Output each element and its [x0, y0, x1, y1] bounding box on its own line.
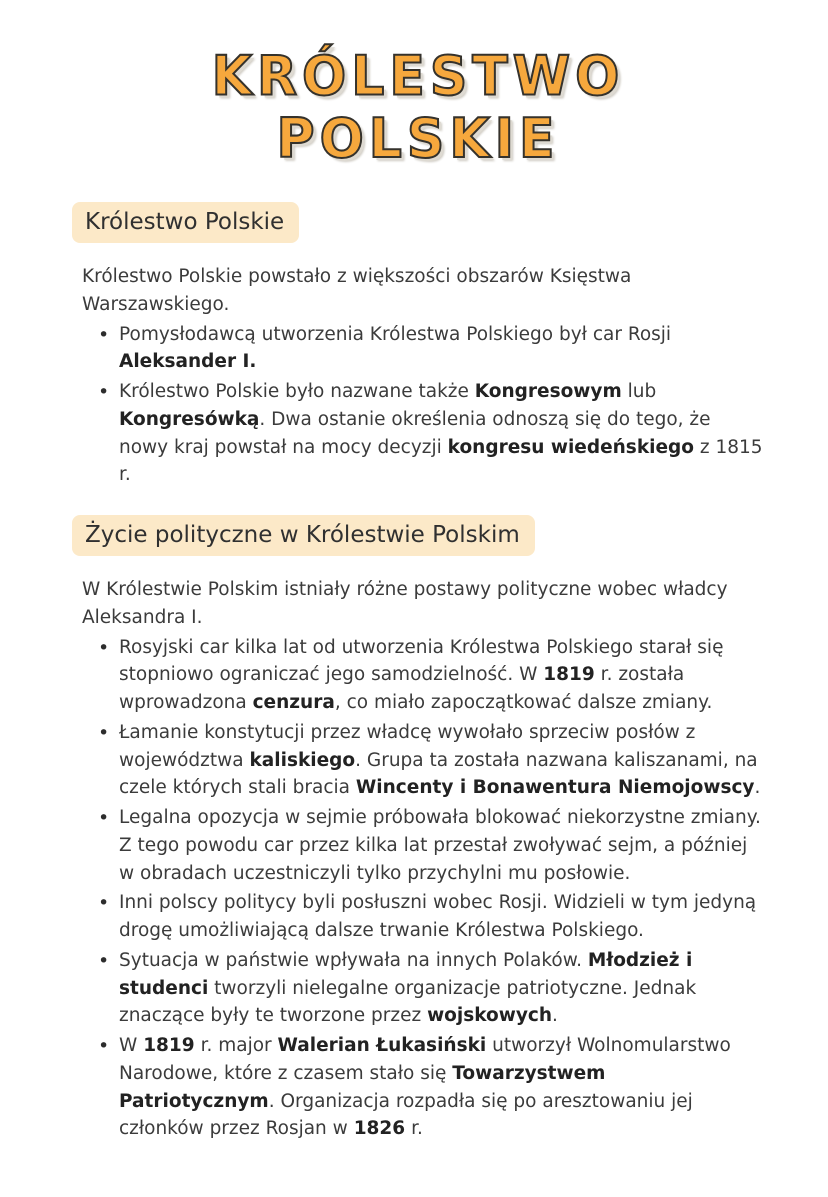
- text-run: .: [552, 1005, 558, 1027]
- section-heading: Życie polityczne w Królestwie Polskim: [72, 515, 535, 556]
- bold-text: 1819: [543, 664, 595, 686]
- bullet-item: [98, 719, 764, 802]
- bullet-item: [98, 804, 764, 887]
- text-run: Legalna opozycja w sejmie próbowała blokować niekorzystne zmiany. Z tego powodu car przez kilka lat przestał zwoływać sejm, a później w obradach uczestniczyli tylko przychylni mu posłowie.: [119, 807, 761, 884]
- section-zycie-polityczne: [72, 515, 764, 1143]
- text-run: . Dwa ostanie określenia odnoszą się do tego, że nowy kraj powstał na mocy decyzji: [119, 408, 711, 458]
- bold-text: Wincenty i Bonawentura Niemojowscy: [355, 777, 755, 799]
- text-run: Inni polscy politycy byli posłuszni wobec Rosji. Widzieli w tym jedyną drogę umożliwiającą dalsze trwanie Królestwa Polskiego.: [119, 892, 757, 941]
- text-run: Królestwo Polskie powstało z większości obszarów Księstwa Warszawskiego.: [82, 266, 632, 315]
- bullet-item: [98, 634, 764, 717]
- text-run: utworzył Wolnomularstwo Narodowe, które z czasem stało się: [119, 1035, 731, 1084]
- bold-text: wojskowych: [427, 1005, 553, 1027]
- text-run: .: [754, 777, 761, 799]
- section-intro: [82, 263, 760, 319]
- section-intro: [82, 576, 760, 632]
- bold-text: kaliskiego: [249, 749, 356, 771]
- section-heading: Królestwo Polskie: [72, 202, 299, 243]
- text-run: z 1815 r.: [119, 436, 763, 486]
- bullet-item: [98, 1032, 764, 1143]
- text-run: Sytuacja w państwie wpływała na innych Polaków.: [119, 949, 588, 971]
- bold-text: 1819: [143, 1035, 195, 1056]
- bold-text: Aleksander I.: [119, 351, 257, 373]
- text-run: r.: [405, 1118, 423, 1140]
- text-run: Królestwo Polskie było nazwane także: [119, 381, 475, 402]
- text-run: Rosyjski car kilka lat od utworzenia Królestwa Polskiego starał się stopniowo ograniczać jego samodzielność. W: [119, 636, 724, 686]
- text-run: W Królestwie Polskim istniały różne postawy polityczne wobec władcy Aleksandra I.: [82, 579, 728, 628]
- page-title: KRÓLESTWO POLSKIE: [211, 45, 625, 171]
- text-run: . Organizacja rozpadła się po aresztowaniu jej członków przez Rosjan w: [119, 1090, 693, 1140]
- bold-text: cenzura: [252, 692, 335, 713]
- text-run: Pomysłodawcą utworzenia Królestwa Polskiego był car Rosji: [119, 323, 672, 345]
- text-run: . Grupa ta została nazwana kaliszanami, na czele których stali bracia: [119, 749, 758, 799]
- text-run: Łamanie konstytucji przez władcę wywołało sprzeciw posłów z województwa: [119, 721, 696, 771]
- bullet-list: [98, 321, 764, 490]
- bold-text: Towarzystwem Patriotycznym: [119, 1062, 606, 1112]
- bold-text: Walerian Łukasiński: [277, 1035, 487, 1056]
- bullet-list: [98, 634, 764, 1144]
- bold-text: Młodzież i studenci: [119, 949, 693, 999]
- bold-text: 1826: [353, 1118, 406, 1140]
- text-run: , co miało zapoczątkować dalsze zmiany.: [334, 692, 713, 713]
- bold-text: kongresu wiedeńskiego: [447, 436, 694, 458]
- text-run: lub: [621, 381, 657, 402]
- text-run: r. major: [194, 1035, 278, 1056]
- text-run: r. została wprowadzona: [119, 664, 685, 713]
- bullet-item: [98, 947, 764, 1030]
- section-krolestwo-polskie: [72, 202, 764, 489]
- bold-text: Kongresówką: [119, 408, 260, 430]
- text-run: W: [119, 1035, 144, 1056]
- bullet-item: [98, 321, 764, 377]
- bullet-item: [98, 889, 764, 945]
- bullet-item: [98, 378, 764, 489]
- text-run: tworzyli nielegalne organizacje patriotyczne. Jednak znaczące były te tworzone przez: [119, 977, 697, 1027]
- bold-text: Kongresowym: [474, 381, 622, 402]
